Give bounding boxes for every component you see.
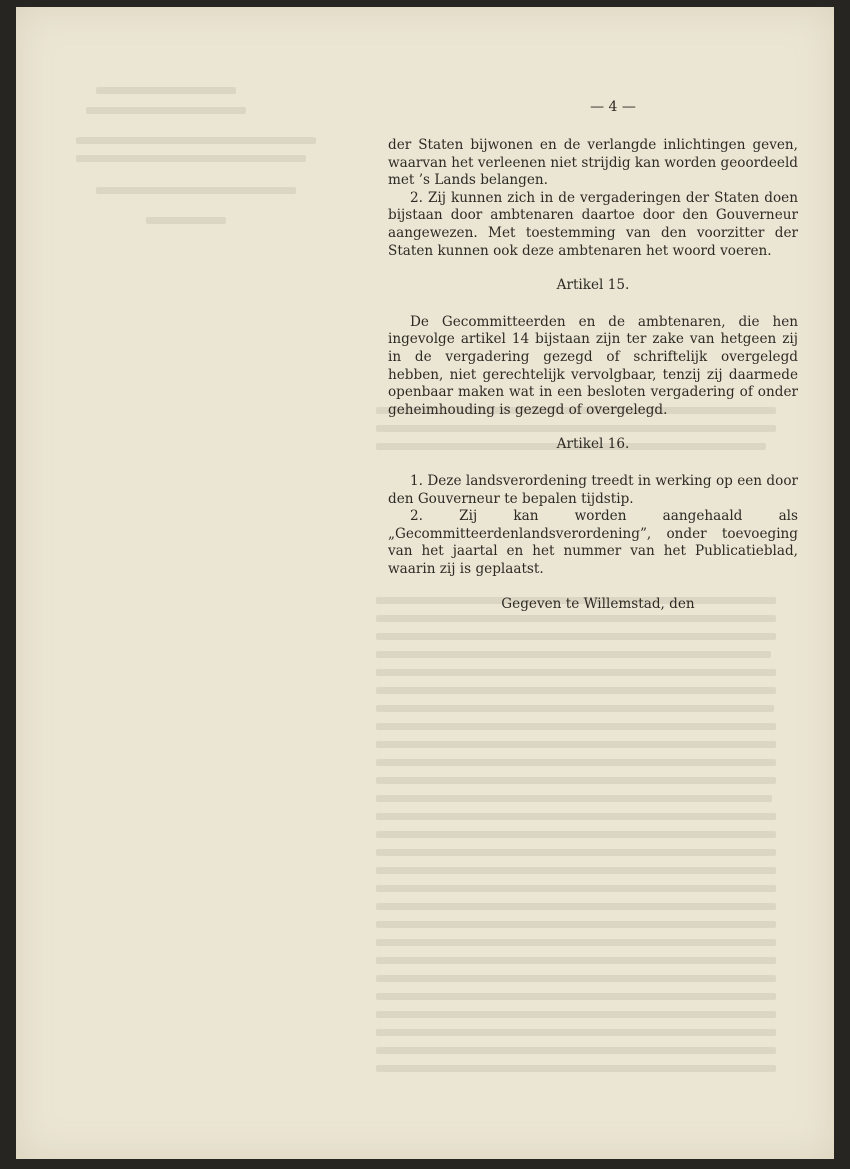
article-14-clause-2: 2. Zij kunnen zich in de vergaderingen der Staten doen bijstaan door ambtenaren daartoe door den Gouverneur aangewezen. Met toestemming van den voorzitter der Staten kunnen ook deze ambtenaren het woord voeren.: [388, 189, 798, 259]
closing-line: Gegeven te Willemstad, den: [501, 596, 695, 613]
article-16-clause-1: 1. Deze landsverordening treedt in werking op een door den Gouverneur te bepalen tijdstip.: [388, 472, 798, 507]
document-page: [16, 7, 834, 1159]
article-15-heading: Artikel 15.: [556, 277, 630, 294]
article-16-heading: Artikel 16.: [556, 436, 630, 453]
article-15-text: De Gecommitteerden en de ambtenaren, die hen ingevolge artikel 14 bijstaan zijn ter zake van hetgeen zij in de vergadering gezegd of schriftelijk overgelegd hebben, niet gerechtelijk vervolgbaar, tenzij zij daarmede openbaar maken wat in een besloten vergadering of onder geheimhouding is gezegd of overgelegd.: [388, 313, 798, 418]
article-16-clause-2: 2. Zij kan worden aangehaald als „Gecommitteerdenlandsverordening”, onder toevoeging van het jaartal en het nummer van het Publicatieblad, waarin zij is geplaatst.: [388, 508, 798, 577]
continuation-paragraph: der Staten bijwonen en de verlangde inlichtingen geven, waarvan het verleenen niet strijdig kan worden geoordeeld met ’s Lands belangen.: [388, 137, 798, 189]
page-number: — 4 —: [590, 99, 636, 115]
main-text-column: [388, 93, 798, 614]
